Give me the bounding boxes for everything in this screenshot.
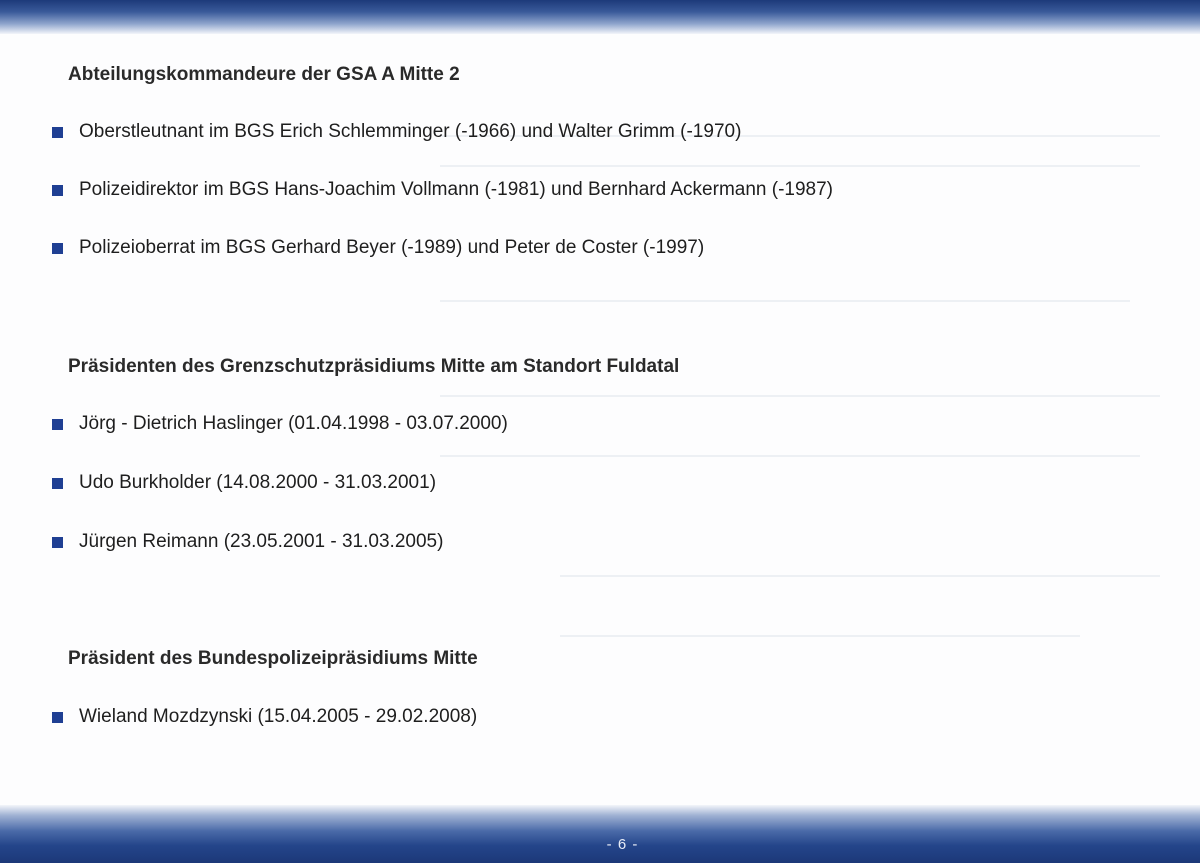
section-heading-abteilungskommandeure: Abteilungskommandeure der GSA A Mitte 2	[68, 64, 460, 85]
bleed-through-line	[440, 300, 1130, 302]
list-item	[52, 121, 741, 143]
list-item	[52, 531, 443, 553]
top-header-band	[0, 0, 1200, 34]
bottom-footer-band	[0, 805, 1200, 863]
list-item	[52, 413, 508, 435]
list-item-text: Oberstleutnant im BGS Erich Schlemminger (-1966) und Walter Grimm (-1970)	[79, 121, 742, 142]
page-number: - 6 -	[606, 836, 639, 853]
list-item	[52, 179, 833, 201]
list-item	[52, 706, 477, 728]
list-item-text: Jürgen Reimann (23.05.2001 - 31.03.2005)	[79, 531, 444, 552]
list-item-text: Wieland Mozdzynski (15.04.2005 - 29.02.2008)	[79, 706, 478, 727]
bleed-through-line	[440, 455, 1140, 457]
bullet-square-icon	[52, 243, 63, 254]
bleed-through-line	[440, 395, 1160, 397]
bleed-through-line	[560, 635, 1080, 637]
list-item-text: Udo Burkholder (14.08.2000 - 31.03.2001)	[79, 472, 437, 493]
list-item-text: Polizeidirektor im BGS Hans-Joachim Vollmann (-1981) und Bernhard Ackermann (-1987)	[79, 179, 834, 200]
bleed-through-line	[440, 165, 1140, 167]
list-item-text: Polizeioberrat im BGS Gerhard Beyer (-1989) und Peter de Coster (-1997)	[79, 237, 705, 258]
bleed-through-line	[560, 575, 1160, 577]
bullet-square-icon	[52, 478, 63, 489]
section-heading-bundespolizeipraesidium: Präsident des Bundespolizeipräsidiums Mitte	[68, 648, 478, 669]
list-item	[52, 237, 704, 259]
list-item-text: Jörg - Dietrich Haslinger (01.04.1998 - 03.07.2000)	[79, 413, 508, 434]
list-item	[52, 472, 436, 494]
bullet-square-icon	[52, 419, 63, 430]
bullet-square-icon	[52, 712, 63, 723]
section-heading-grenzschutzpraesidium: Präsidenten des Grenzschutzpräsidiums Mitte am Standort Fuldatal	[68, 356, 680, 377]
bullet-square-icon	[52, 537, 63, 548]
bullet-square-icon	[52, 185, 63, 196]
bullet-square-icon	[52, 127, 63, 138]
